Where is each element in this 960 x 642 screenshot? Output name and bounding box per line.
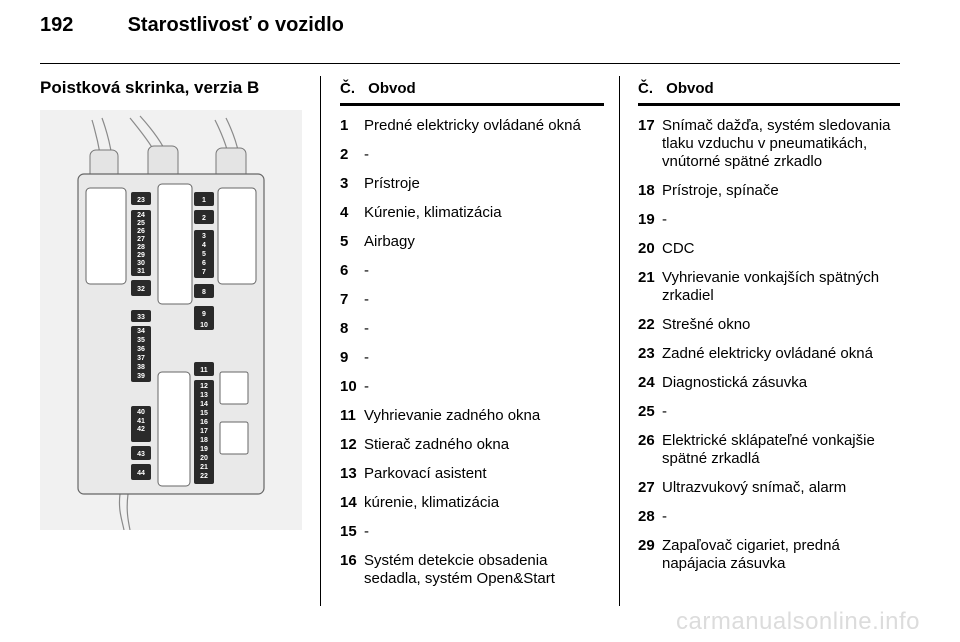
fuse-number: 23	[638, 345, 655, 362]
fuse-number: 25	[638, 403, 655, 420]
fuse-number: 11	[340, 407, 356, 424]
circuit-description: CDC	[662, 240, 695, 257]
table-row	[638, 112, 900, 177]
table-row	[340, 141, 604, 170]
fuse-number: 14	[340, 494, 357, 511]
circuit-description: -	[662, 211, 667, 228]
fuse-number: 18	[638, 182, 655, 199]
circuit-description: Diagnostická zásuvka	[662, 374, 808, 391]
circuit-description: Prístroje	[364, 175, 420, 192]
fuse-label: 12	[200, 383, 208, 390]
fuse-label: 42	[137, 426, 145, 433]
fuse-label: 28	[137, 244, 145, 251]
fuse-number: 10	[340, 378, 357, 395]
circuit-description: Predné elektricky ovládané okná	[364, 117, 581, 134]
circuit-description: Vyhrievanie zadného okna	[364, 407, 541, 424]
table-row	[638, 427, 900, 474]
fuse-label: 9	[202, 311, 206, 318]
circuit-description: Kúrenie, klimatizácia	[364, 204, 502, 221]
fuse-label: 40	[137, 409, 145, 416]
table-row	[340, 257, 604, 286]
watermark: carmanualsonline.info	[676, 608, 920, 635]
circuit-description: -	[364, 320, 369, 337]
page-number: 192	[40, 14, 74, 36]
table-row	[340, 431, 604, 460]
table-row	[340, 547, 604, 594]
fuses-left-column	[131, 192, 151, 480]
fuse-label: 2	[202, 215, 206, 222]
page-title: Starostlivosť o vozidlo	[127, 14, 344, 36]
circuit-description: Airbagy	[364, 233, 415, 250]
table-row	[340, 344, 604, 373]
fuse-label: 18	[200, 437, 208, 444]
column-divider	[619, 76, 620, 606]
fuse-label: 19	[200, 446, 208, 453]
circuit-description: -	[364, 146, 369, 163]
table-row	[638, 474, 900, 503]
circuit-description: Snímač dažďa, systém sledovania tlaku vzduchu v pneumatikách, vnútorné spätné zrkadlo	[662, 117, 891, 170]
fuse-number: 6	[340, 262, 349, 279]
fuse-number: 2	[340, 146, 349, 163]
fuse-label: 13	[200, 392, 208, 399]
table-row	[638, 264, 900, 311]
fuse-number: 27	[638, 479, 655, 496]
table-row	[340, 460, 604, 489]
fuse-number: 1	[340, 117, 349, 134]
table-row	[340, 286, 604, 315]
fuse-number: 29	[638, 537, 655, 554]
circuit-description: Zadné elektricky ovládané okná	[662, 345, 873, 362]
fuse-number: 24	[638, 374, 655, 391]
fuse-label: 17	[200, 428, 208, 435]
circuit-description: Strešné okno	[662, 316, 751, 333]
fuse-label: 16	[200, 419, 208, 426]
fuse-number: 16	[340, 552, 357, 569]
table-row	[638, 532, 900, 579]
fuse-label: 22	[200, 473, 208, 480]
fuse-number: 22	[638, 316, 655, 333]
circuit-description: Zapaľovač cigariet, predná napájacia zásuvka	[662, 537, 840, 572]
table-row	[638, 206, 900, 235]
circuit-description: -	[662, 403, 667, 420]
fuse-number: 17	[638, 117, 655, 134]
fuse-label: 26	[137, 228, 145, 235]
circuit-description: -	[364, 523, 369, 540]
fuse-number: 12	[340, 436, 357, 453]
fuse-label: 31	[137, 268, 145, 275]
fuse-label: 5	[202, 251, 206, 258]
header-number: Č.	[340, 80, 355, 97]
table-row	[638, 340, 900, 369]
fuse-label: 41	[137, 418, 145, 425]
circuit-description: Ultrazvukový snímač, alarm	[662, 479, 847, 496]
fuse-label: 35	[137, 337, 145, 344]
fuse-label: 37	[137, 355, 145, 362]
circuit-description: Vyhrievanie vonkajších spätných zrkadiel	[662, 269, 880, 304]
fuse-number: 9	[340, 349, 349, 366]
circuit-description: -	[364, 378, 369, 395]
table-row	[638, 369, 900, 398]
circuit-description: -	[662, 508, 667, 525]
circuit-description: Elektrické sklápateľné vonkajšie spätné zrkadlá	[662, 432, 875, 467]
fuse-label: 20	[200, 455, 208, 462]
table-row	[340, 402, 604, 431]
fuse-label: 11	[200, 367, 208, 374]
circuit-description: Parkovací asistent	[364, 465, 487, 482]
fuse-number: 3	[340, 175, 349, 192]
fuse-number: 26	[638, 432, 655, 449]
header-number: Č.	[638, 80, 653, 97]
table-row	[638, 311, 900, 340]
fuse-label: 33	[137, 314, 145, 321]
fuse-number: 28	[638, 508, 655, 525]
fuse-label: 1	[202, 197, 206, 204]
circuit-description: Stierač zadného okna	[364, 436, 510, 453]
circuit-description: Systém detekcie obsadenia sedadla, systém Open&Start	[364, 552, 555, 587]
fuse-label: 29	[137, 252, 145, 259]
page-header	[40, 14, 344, 37]
fuse-label: 23	[137, 197, 145, 204]
table-row	[340, 228, 604, 257]
fuse-label: 44	[137, 470, 145, 477]
circuit-description: kúrenie, klimatizácia	[364, 494, 500, 511]
header-rule	[40, 63, 900, 64]
table-row	[638, 503, 900, 532]
fuse-label: 21	[200, 464, 208, 471]
table-row	[340, 315, 604, 344]
fuse-label: 38	[137, 364, 145, 371]
fuse-number: 21	[638, 269, 655, 286]
fuse-table-part-1	[340, 80, 604, 594]
table-row	[340, 170, 604, 199]
fuse-label: 14	[200, 401, 208, 408]
fuse-label: 4	[202, 242, 206, 249]
table-row	[340, 518, 604, 547]
circuit-description: Prístroje, spínače	[662, 182, 779, 199]
fuse-label: 15	[200, 410, 208, 417]
fuse-label: 8	[202, 289, 206, 296]
fuse-label: 6	[202, 260, 206, 267]
table-row	[340, 489, 604, 518]
fuse-label: 10	[200, 322, 208, 329]
fuse-label: 7	[202, 269, 206, 276]
table-row	[638, 177, 900, 206]
fuse-label: 3	[202, 233, 206, 240]
fuse-number: 4	[340, 204, 349, 221]
fuse-label: 43	[137, 451, 145, 458]
table-row	[638, 398, 900, 427]
fuse-label: 30	[137, 260, 145, 267]
fuse-number: 7	[340, 291, 349, 308]
table-row	[340, 112, 604, 141]
table-header	[340, 80, 604, 106]
header-circuit: Obvod	[368, 80, 416, 97]
fuse-label: 27	[137, 236, 145, 243]
table-row	[340, 373, 604, 402]
table-row	[340, 199, 604, 228]
fuse-table-part-2	[638, 80, 900, 579]
fuse-label: 36	[137, 346, 145, 353]
fuse-number: 8	[340, 320, 349, 337]
fuse-label: 24	[137, 212, 145, 219]
fuse-label: 25	[137, 220, 145, 227]
fuse-number: 5	[340, 233, 349, 250]
fuse-label: 34	[137, 328, 145, 335]
circuit-description: -	[364, 262, 369, 279]
header-circuit: Obvod	[666, 80, 714, 97]
fuse-box-illustration	[40, 110, 302, 530]
table-header	[638, 80, 900, 106]
fuse-label: 39	[137, 373, 145, 380]
fuse-box-diagram	[40, 110, 302, 530]
fuse-label: 32	[137, 286, 145, 293]
column-divider	[320, 76, 321, 606]
circuit-description: -	[364, 349, 369, 366]
fuse-number: 19	[638, 211, 655, 228]
fuse-number: 13	[340, 465, 357, 482]
circuit-description: -	[364, 291, 369, 308]
table-row	[638, 235, 900, 264]
fuse-number: 20	[638, 240, 655, 257]
fuse-number: 15	[340, 523, 357, 540]
section-title: Poistková skrinka, verzia B	[40, 78, 260, 97]
